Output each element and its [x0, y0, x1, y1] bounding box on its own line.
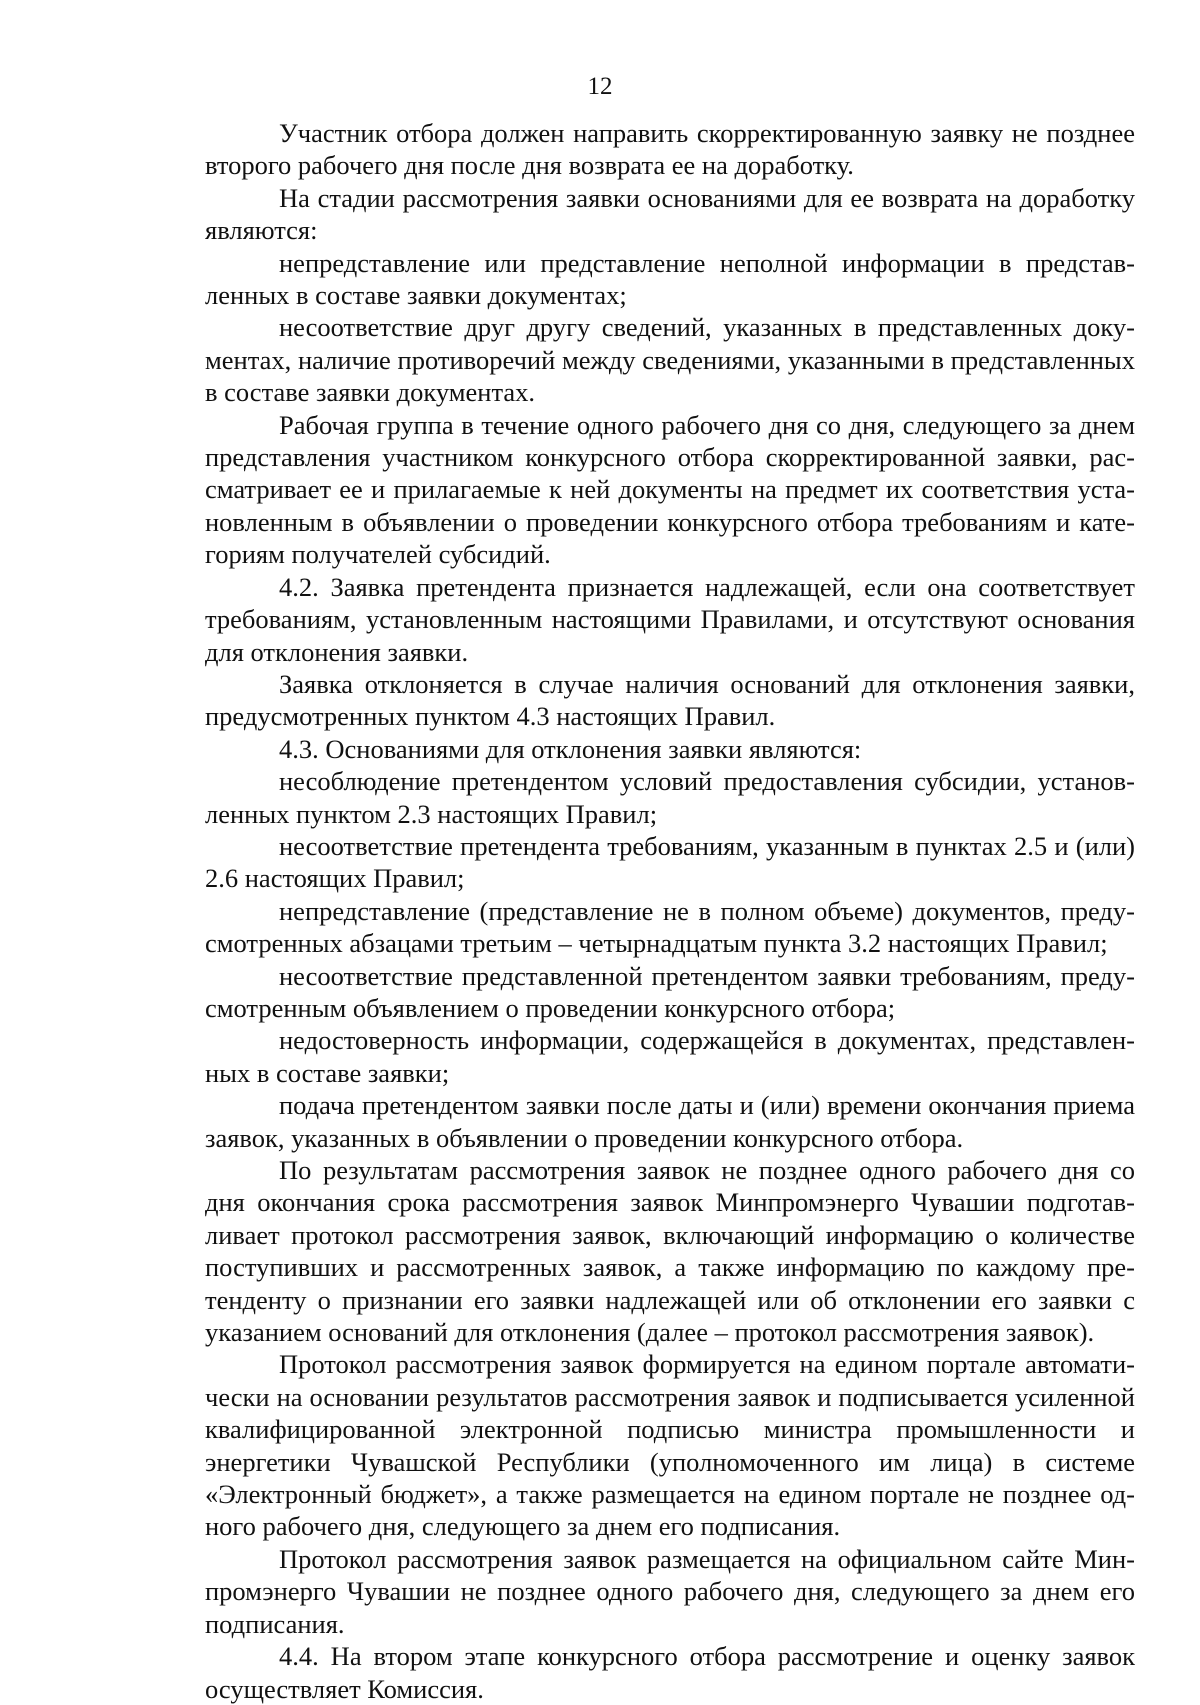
paragraph: На стадии рассмотрения заявки основаниями для ее возврата на доработку являются:: [205, 182, 1135, 246]
paragraph: недостоверность информации, содержащейся в документах, представленных в составе заявки;: [205, 1025, 1135, 1088]
page-number: 12: [587, 73, 613, 100]
paragraph: 4.3. Основаниями для отклонения заявки являются:: [279, 733, 862, 764]
paragraph: Протокол рассмотрения заявок размещается на официальном сайте Минпромэнерго Чувашии не позднее одного рабочего дня, следующего за днем его подписания.: [205, 1543, 1135, 1639]
paragraph: несоответствие представленной претендентом заявки требованиям, предусмотренным объявлением о проведении конкурсного отбора;: [205, 960, 1135, 1023]
paragraph: несоответствие друг другу сведений, указанных в представленных документах, наличие противоречий между сведениями, указанными в представленных в составе заявки документах.: [205, 312, 1135, 408]
paragraph: Заявка отклоняется в случае наличия оснований для отклонения заявки, предусмотренных пунктом 4.3 настоящих Правил.: [205, 668, 1135, 732]
paragraph: 4.4. На втором этапе конкурсного отбора рассмотрение и оценку заявок осуществляет Комиссия.: [205, 1641, 1135, 1704]
paragraph: По результатам рассмотрения заявок не позднее одного рабочего дня со дня окончания срока рассмотрения заявок Минпромэнерго Чувашии подготавливает протокол рассмотрения заявок, включающий информацию о количестве поступивших и рассмотренных заявок, а также информацию по каждому претенденту о признании его заявки надлежащей или об отклонении его заявки с указанием оснований для отклонения (далее – протокол рассмотрения заявок).: [205, 1155, 1135, 1348]
document-body: [205, 117, 1135, 1705]
paragraph: Участник отбора должен направить скорректированную заявку не позднее второго рабочего дня после дня возврата ее на доработку.: [205, 118, 1135, 181]
paragraph: несоответствие претендента требованиям, указанным в пунктах 2.5 и (или) 2.6 настоящих Правил;: [205, 830, 1135, 894]
paragraph: непредставление или представление неполной информации в представленных в составе заявки документах;: [205, 247, 1135, 311]
paragraph: Протокол рассмотрения заявок формируется на едином портале автоматически на основании результатов рассмотрения заявок и подписывается усиленной квалифицированной электронной подписью министра промышленности и энергетики Чувашской Республики (уполномоченного им лица) в системе «Электронный бюджет», а также размещается на едином портале не позднее одного рабочего дня, следующего за днем его подписания.: [205, 1349, 1135, 1542]
paragraph: Рабочая группа в течение одного рабочего дня со дня, следующего за днем представления участником конкурсного отбора скорректированной заявки, рассматривает ее и прилагаемые к ней документы на предмет их соответствия установленным в объявлении о проведении конкурсного отбора требованиям и категориям получателей субсидий.: [205, 409, 1135, 570]
paragraph: несоблюдение претендентом условий предоставления субсидии, установленных пунктом 2.3 настоящих Правил;: [205, 766, 1135, 829]
paragraph: подача претендентом заявки после даты и (или) времени окончания приема заявок, указанных в объявлении о проведении конкурсного отбора.: [205, 1090, 1135, 1153]
paragraph: 4.2. Заявка претендента признается надлежащей, если она соответствует требованиям, установленным настоящими Правилами, и отсутствуют основания для отклонения заявки.: [205, 571, 1135, 667]
paragraph: непредставление (представление не в полном объеме) документов, предусмотренных абзацами третьим – четырнадцатым пункта 3.2 настоящих Правил;: [205, 895, 1135, 959]
